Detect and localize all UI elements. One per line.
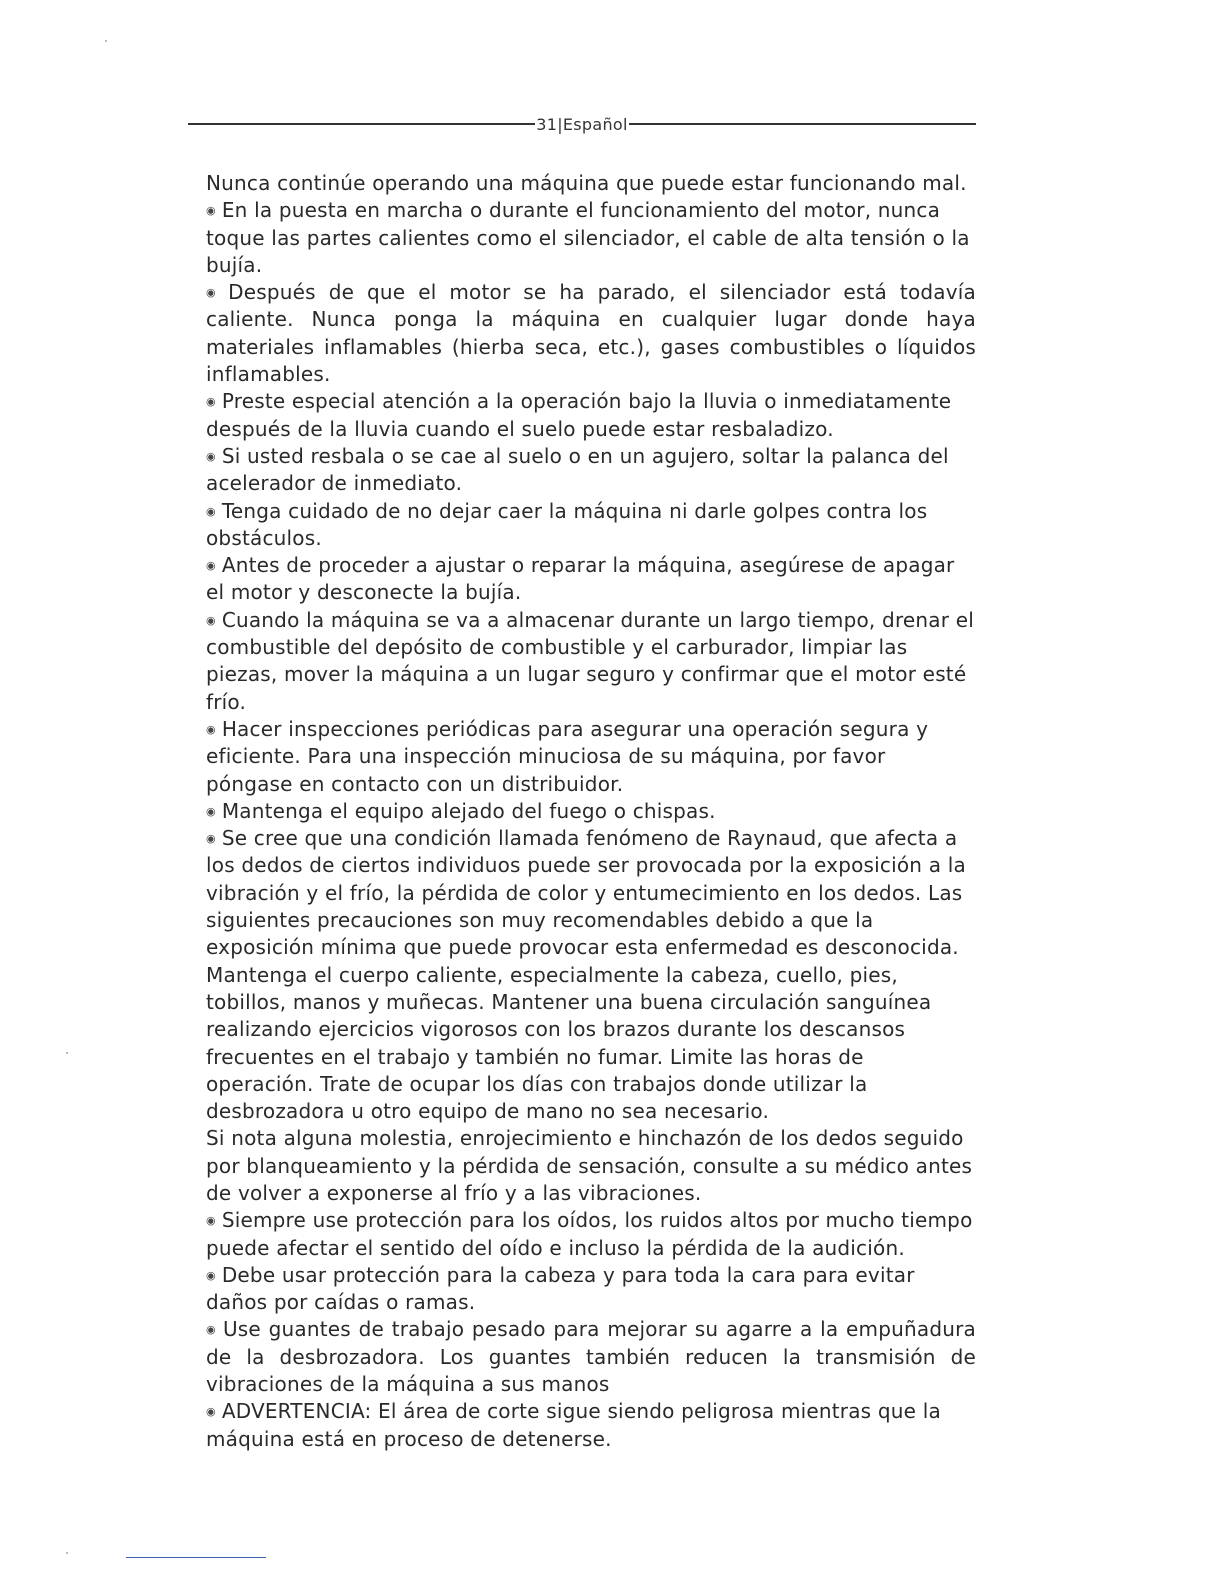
paragraph-text: Cuando la máquina se va a almacenar durante un largo tiempo, drenar el combustible del depósito de combustible y el carburador, limpiar las piezas, mover la máquina a un lugar seguro y confirmar que el motor esté frío. — [206, 607, 975, 714]
paragraph-text: Se cree que una condición llamada fenómeno de Raynaud, que afecta a los dedos de ciertos individuos puede ser provocada por la exposición a la vibración y el frío, la pérdida de color y entumecimiento en los dedos. Las siguientes precauciones son muy recomendables debido a que la exposición mínima que puede provocar esta enfermedad es desconocida. Mantenga el cuerpo caliente, especialmente la cabeza, cuello, pies, tobillos, manos y muñecas. Mantener una buena circulación sanguínea realizando ejercicios vigorosos con los brazos durante los descansos frecuentes en el trabajo y también no fumar. Limite las horas de operación. Trate de ocupar los días con trabajos donde utilizar la desbrozadora u otro equipo de mano no sea necesario. — [206, 826, 966, 1124]
bullet-paragraph — [206, 498, 976, 553]
bullet-icon: ◉ — [206, 286, 223, 300]
paragraph-text: Tenga cuidado de no dejar caer la máquina ni darle golpes contra los obstáculos. — [206, 498, 928, 550]
header-rule-right — [629, 123, 976, 125]
bullet-paragraph — [206, 1316, 976, 1398]
page-number-label: 31|Español — [536, 114, 628, 134]
scan-speck — [105, 40, 107, 42]
bullet-icon: ◉ — [206, 722, 216, 736]
bullet-icon: ◉ — [206, 1268, 216, 1282]
paragraph-text: Si usted resbala o se cae al suelo o en un agujero, soltar la palanca del acelerador de inmediato. — [206, 443, 949, 496]
bullet-icon: ◉ — [206, 504, 216, 518]
paragraph — [206, 1125, 976, 1207]
paragraph-text: Antes de proceder a ajustar o reparar la máquina, asegúrese de apagar el motor y desconecte la bujía. — [206, 553, 955, 605]
bullet-paragraph — [206, 1398, 976, 1453]
header-rule-left — [188, 123, 535, 125]
paragraph-text: Preste especial atención a la operación bajo la lluvia o inmediatamente después de la lluvia cuando el suelo puede estar resbaladizo. — [206, 389, 952, 441]
bullet-icon: ◉ — [206, 204, 216, 218]
bullet-icon: ◉ — [206, 613, 216, 627]
bullet-paragraph — [206, 552, 976, 607]
bullet-paragraph — [206, 388, 976, 443]
bullet-icon: ◉ — [206, 832, 216, 846]
bullet-paragraph — [206, 279, 976, 388]
scan-speck — [66, 1552, 68, 1554]
paragraph-text: Después de que el motor se ha parado, el silenciador está todavía caliente. Nunca ponga la máquina en cualquier lugar donde haya materiales inflamables (hierba seca, etc.), gases combustibles o líquidos inflamables. — [206, 280, 976, 387]
bullet-icon: ◉ — [206, 559, 216, 573]
scan-speck — [66, 1052, 68, 1054]
bullet-paragraph — [206, 197, 976, 279]
bullet-paragraph — [206, 798, 976, 825]
bullet-paragraph — [206, 443, 976, 498]
footer-rule — [126, 1557, 266, 1558]
paragraph-text: Hacer inspecciones periódicas para asegurar una operación segura y eficiente. Para una inspección minuciosa de su máquina, por favor póngase en contacto con un distribuidor. — [206, 716, 929, 796]
bullet-icon: ◉ — [206, 1323, 217, 1337]
bullet-paragraph — [206, 716, 976, 798]
page-header — [188, 112, 976, 136]
safety-instructions-text — [206, 170, 976, 1453]
bullet-icon: ◉ — [206, 449, 216, 463]
bullet-icon: ◉ — [206, 395, 216, 409]
paragraph-text: Nunca continúe operando una máquina que puede estar funcionando mal. — [206, 171, 967, 195]
bullet-icon: ◉ — [206, 1405, 216, 1419]
paragraph — [206, 170, 976, 197]
paragraph-text: En la puesta en marcha o durante el funcionamiento del motor, nunca toque las partes calientes como el silenciador, el cable de alta tensión o la bujía. — [206, 198, 970, 277]
paragraph-text: ADVERTENCIA: El área de corte sigue siendo peligrosa mientras que la máquina está en proceso de detenerse. — [206, 1399, 941, 1451]
paragraph-text: Use guantes de trabajo pesado para mejorar su agarre a la empuñadura de la desbrozadora. Los guantes también reducen la transmisión de vibraciones de la máquina a sus manos — [206, 1317, 976, 1397]
bullet-paragraph — [206, 1207, 976, 1262]
paragraph-text: Siempre use protección para los oídos, los ruidos altos por mucho tiempo puede afectar el sentido del oído e incluso la pérdida de la audición. — [206, 1208, 973, 1260]
bullet-icon: ◉ — [206, 1214, 216, 1228]
bullet-paragraph — [206, 607, 976, 716]
bullet-paragraph — [206, 1262, 976, 1317]
bullet-icon: ◉ — [206, 804, 216, 818]
paragraph-text: Si nota alguna molestia, enrojecimiento e hinchazón de los dedos seguido por blanqueamiento y la pérdida de sensación, consulte a su médico antes de volver a exponerse al frío y a las vibraciones. — [206, 1126, 973, 1205]
bullet-paragraph — [206, 825, 976, 1125]
paragraph-text: Mantenga el equipo alejado del fuego o chispas. — [221, 798, 716, 823]
paragraph-text: Debe usar protección para la cabeza y para toda la cara para evitar daños por caídas o ramas. — [206, 1262, 915, 1315]
